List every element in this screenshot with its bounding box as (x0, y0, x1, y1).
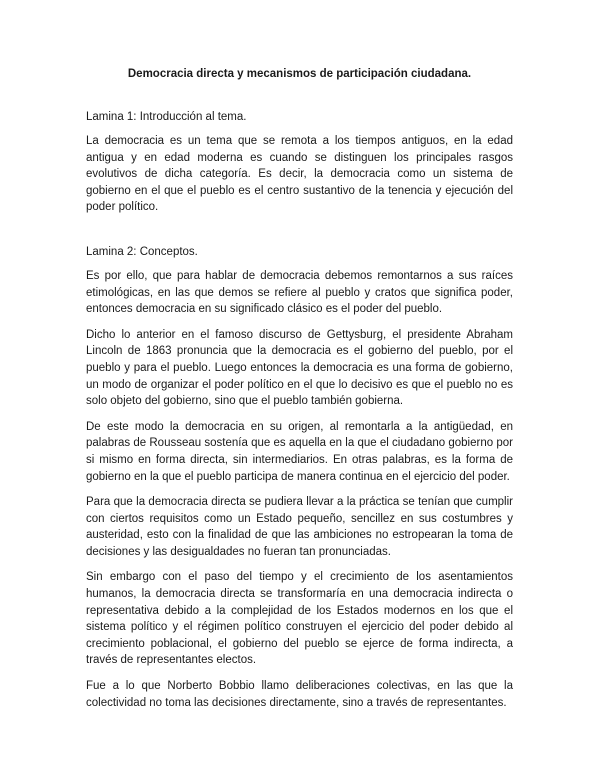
section-heading-lamina-1: Lamina 1: Introducción al tema. (86, 111, 247, 123)
paragraph: Es por ello, que para hablar de democracia debemos remontarnos a sus raíces etimológicas, en las que demos se refiere al pueblo y cratos que significa poder, entonces democracia en su significado clásico es el poder del pueblo. (86, 269, 513, 316)
page-title: Democracia directa y mecanismos de participación ciudadana. (127, 68, 472, 80)
paragraph: Dicho lo anterior en el famoso discurso de Gettysburg, el presidente Abraham Lincoln de 1863 pronuncia que la democracia es el gobierno del pueblo, por el pueblo y para el pueblo. Luego entonces la democracia es una forma de gobierno, un modo de organizar el poder político en el que lo decisivo es que el pueblo no es solo objeto del gobierno, sino que el pueblo también gobierna. (86, 328, 513, 408)
paragraph: De este modo la democracia en su origen, al remontarla a la antigüedad, en palabras de Rousseau sostenía que es aquella en la que el ciudadano gobierno por si mismo en forma directa, sin intermediarios. En otras palabras, es la forma de gobierno en la que el pueblo participa de manera continua en el ejercicio del poder. (86, 420, 513, 483)
paragraph: La democracia es un tema que se remota a los tiempos antiguos, en la edad antigua y en edad moderna es cuando se distinguen los principales rasgos evolutivos de dicha categoría. Es decir, la democracia como un sistema de gobierno en el que el pueblo es el centro sustantivo de la tenencia y ejecución del poder político. (86, 135, 513, 214)
paragraph: Sin embargo con el paso del tiempo y el crecimiento de los asentamientos humanos, la democracia directa se transformaría en una democracia indirecta o representativa debido a la complejidad de los Estados modernos en los que el sistema político y el régimen político construyen el ejercicio del poder debido al crecimiento poblacional, el gobierno del pueblo se ejerce de forma indirecta, a través de representantes electos. (86, 571, 513, 667)
paragraph: Para que la democracia directa se pudiera llevar a la práctica se tenían que cumplir con ciertos requisitos como un Estado pequeño, sencillez en sus costumbres y austeridad, esto con la finalidad de que las ambiciones no estropearan la toma de decisiones y las desigualdades no fueran tan pronunciadas. (86, 496, 513, 558)
section-heading-lamina-2: Lamina 2: Conceptos. (86, 245, 198, 258)
paragraph: Fue a lo que Norberto Bobbio llamo deliberaciones colectivas, en las que la colectividad no toma las decisiones directamente, sino a través de representantes. (86, 680, 513, 709)
section-spacer (86, 225, 513, 244)
